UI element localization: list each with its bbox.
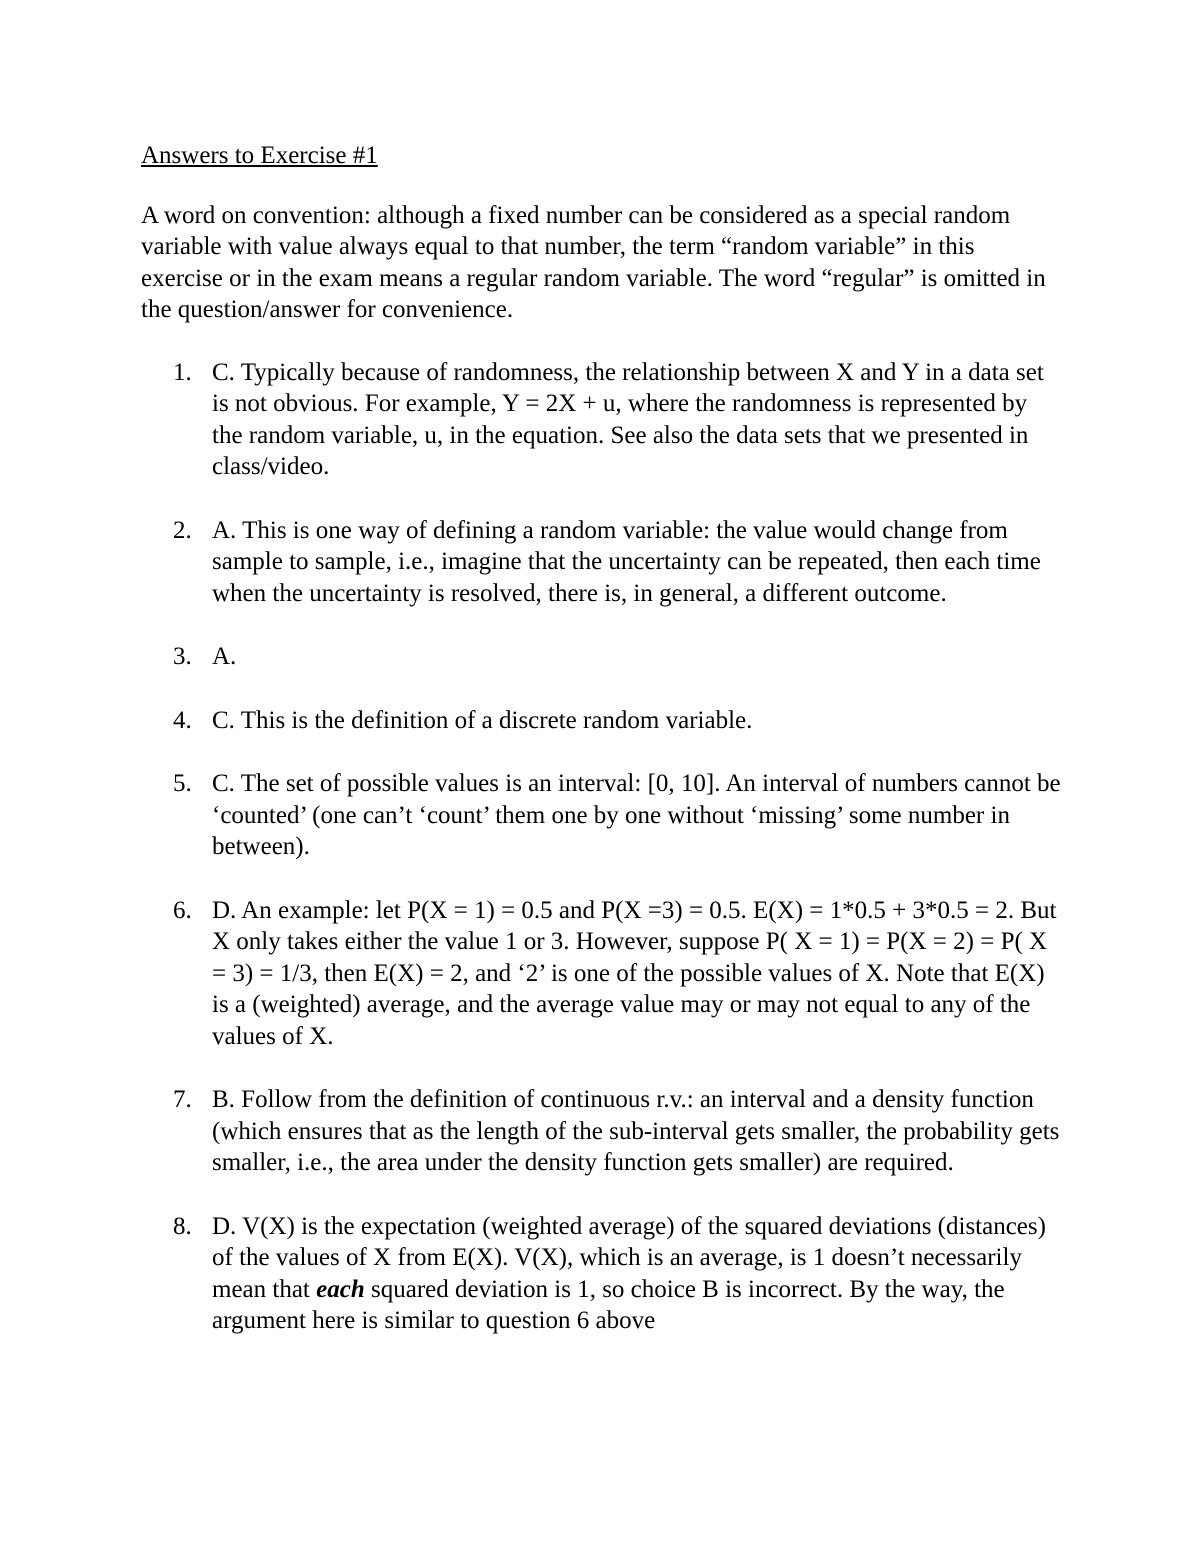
answer-text <box>212 1211 1061 1337</box>
answer-number: 6. <box>173 896 192 924</box>
answer-text: C. The set of possible values is an interval: [0, 10]. An interval of numbers cannot be ‘counted’ (one can’t ‘count’ them one by one without ‘missing’ some number in between). <box>212 770 1061 860</box>
answer-number: 5. <box>173 770 192 797</box>
answer-number: 3. <box>173 643 192 670</box>
answer-item-1 <box>141 357 1061 483</box>
answer-item-7 <box>141 1084 1061 1179</box>
answer-item-8 <box>141 1211 1061 1337</box>
answer-number: 4. <box>173 706 192 734</box>
answers-list <box>141 357 1061 1337</box>
answer-text-part: squared deviation is 1, so choice B is incorrect. By the way, the argument here is similar to question 6 above <box>212 1275 1005 1334</box>
answer-text: A. This is one way of defining a random variable: the value would change from sample to sample, i.e., imagine that the uncertainty can be repeated, then each time when the uncertainty is resolved, there is, in general, a different outcome. <box>212 516 1041 607</box>
answer-text: C. This is the definition of a discrete random variable. <box>212 706 753 734</box>
answer-number: 1. <box>173 358 192 386</box>
document-title: Answers to Exercise #1 <box>141 142 378 169</box>
answer-text-part: D. V(X) is the expectation (weighted average) of the squared deviations (distances) of the values of X from E(X). V(X), which is an average, is 1 doesn’t necessarily mean that <box>212 1212 1046 1303</box>
answer-text: C. Typically because of randomness, the relationship between X and Y in a data set is not obvious. For example, Y = 2X + u, where the randomness is represented by the random variable, u, in the equation. See also the data sets that we presented in class/video. <box>212 358 1044 480</box>
answer-number: 7. <box>173 1086 192 1113</box>
answer-text: D. An example: let P(X = 1) = 0.5 and P(X =3) = 0.5. E(X) = 1*0.5 + 3*0.5 = 2. But X only takes either the value 1 or 3. However, suppose P( X = 1) = P(X = 2) = P( X = 3) = 1/3, then E(X) = 2, and ‘2’ is one of the possible values of X. Note that E(X) is a (weighted) average, and the average value may or may not equal to any of the values of X. <box>212 896 1057 1050</box>
document-page <box>141 140 1061 1369</box>
answer-text: A. <box>212 643 237 670</box>
answer-text: B. Follow from the definition of continuous r.v.: an interval and a density function (which ensures that as the length of the sub-interval gets smaller, the probability gets smaller, i.e., the area under the density function gets smaller) are required. <box>212 1086 1060 1176</box>
answer-item-6 <box>141 895 1061 1053</box>
intro-paragraph: A word on convention: although a fixed number can be considered as a special random variable with value always equal to that number, the term “random variable” in this exercise or in the exam means a regular random variable. The word “regular” is omitted in the question/answer for convenience. <box>141 201 1046 323</box>
emphasized-word: each <box>316 1275 365 1303</box>
answer-number: 2. <box>173 516 192 544</box>
answer-item-4 <box>141 705 1061 737</box>
answer-item-5 <box>141 768 1061 863</box>
answer-number: 8. <box>173 1212 192 1240</box>
answer-item-3 <box>141 641 1061 673</box>
answer-item-2 <box>141 515 1061 610</box>
